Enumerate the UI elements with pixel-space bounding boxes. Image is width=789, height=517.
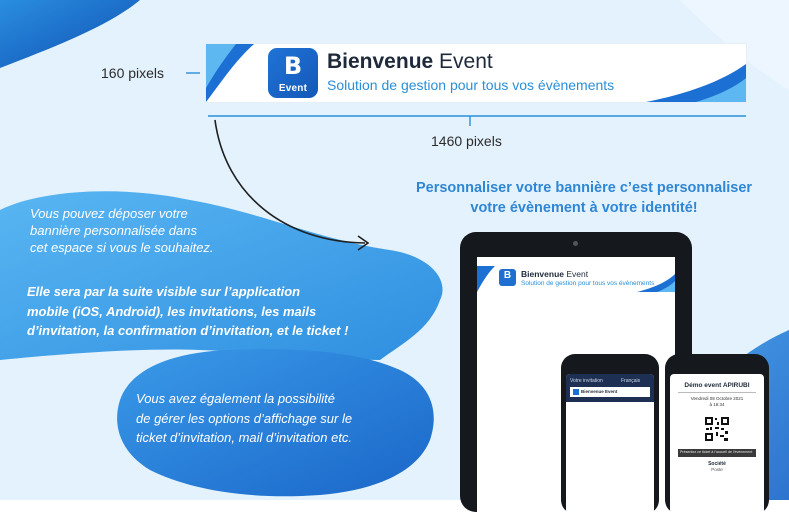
upload-info-line-2: bannière personnalisée dans <box>30 223 197 238</box>
phone2-date-2: à 16:34 <box>709 402 725 407</box>
heading-line-1: Personnaliser votre bannière c’est personnaliser <box>415 180 753 196</box>
visibility-info-line-1: Elle sera par la suite visible sur l’application <box>27 284 301 299</box>
phone2-event-title: Démo event APIRUBI <box>684 382 750 389</box>
display-options-line-2: de gérer les options d’affichage sur le <box>136 410 353 426</box>
tablet-banner-title-bold: Bienvenue <box>521 269 564 279</box>
phone2-divider <box>678 392 756 393</box>
tablet-banner <box>477 266 675 292</box>
display-options-line-1: Vous avez également la possibilité <box>136 391 335 406</box>
phone2-role: Poste <box>711 467 723 472</box>
custom-banner[interactable] <box>206 44 746 102</box>
phone2-code-bar <box>678 449 756 457</box>
phone1-header <box>566 374 654 402</box>
phone1-mini-title: Bienvenue Event <box>581 389 618 394</box>
phone-mockup-invitation <box>561 354 659 514</box>
tablet-banner-subtitle: Solution de gestion pour tous vos évènements <box>521 280 655 287</box>
tablet-bookmark-icon: B <box>503 270 512 281</box>
display-options-text <box>136 389 352 448</box>
display-options-line-3: ticket d’invitation, mail d’invitation etc. <box>136 430 353 445</box>
phone1-mini-banner <box>570 387 650 397</box>
tablet-banner-title <box>521 269 588 279</box>
phone2-code-text: Présentez ce ticket à l'accueil de l'événement <box>680 450 753 454</box>
phone1-header-right: Français <box>621 378 641 384</box>
visibility-info-line-2: mobile (iOS, Android), les invitations, les mails <box>27 303 317 319</box>
banner-title-rest: Event <box>433 50 493 73</box>
visibility-info-text <box>27 282 348 341</box>
phone1-screen <box>566 374 654 514</box>
width-dimension-label: 1460 pixels <box>431 133 502 149</box>
upload-info-line-1: Vous pouvez déposer votre <box>30 206 188 221</box>
logo-label: Event <box>278 83 308 94</box>
qr-code-icon <box>704 416 730 442</box>
phone2-screen <box>670 374 764 514</box>
banner-subtitle: Solution de gestion pour tous vos évènements <box>327 77 615 93</box>
phone1-logo-icon <box>573 389 579 395</box>
phone2-company: Société <box>708 461 726 467</box>
tablet-banner-title-rest: Event <box>564 269 589 279</box>
upload-info-text <box>30 205 214 256</box>
tablet-camera <box>573 241 578 246</box>
bookmark-b-icon: B <box>283 52 303 80</box>
banner-title-bold: Bienvenue <box>327 50 434 73</box>
section-heading <box>388 178 780 218</box>
height-dimension-label: 160 pixels <box>101 65 165 81</box>
phone1-header-left: Votre invitation <box>570 378 603 384</box>
phone2-date-1: Vendredi 08 Octobre 2021 <box>690 396 744 401</box>
heading-line-2: votre évènement à votre identité! <box>470 200 698 216</box>
phone1-notch <box>595 358 625 364</box>
upload-info-line-3: cet espace si vous le souhaitez. <box>30 240 214 255</box>
tablet-logo <box>499 269 516 286</box>
phone2-notch <box>702 358 732 364</box>
event-logo <box>268 48 318 98</box>
phone-mockup-ticket <box>665 354 769 514</box>
banner-title <box>327 50 493 74</box>
visibility-info-line-3: d’invitation, la confirmation d’invitation, et le ticket ! <box>27 323 349 338</box>
